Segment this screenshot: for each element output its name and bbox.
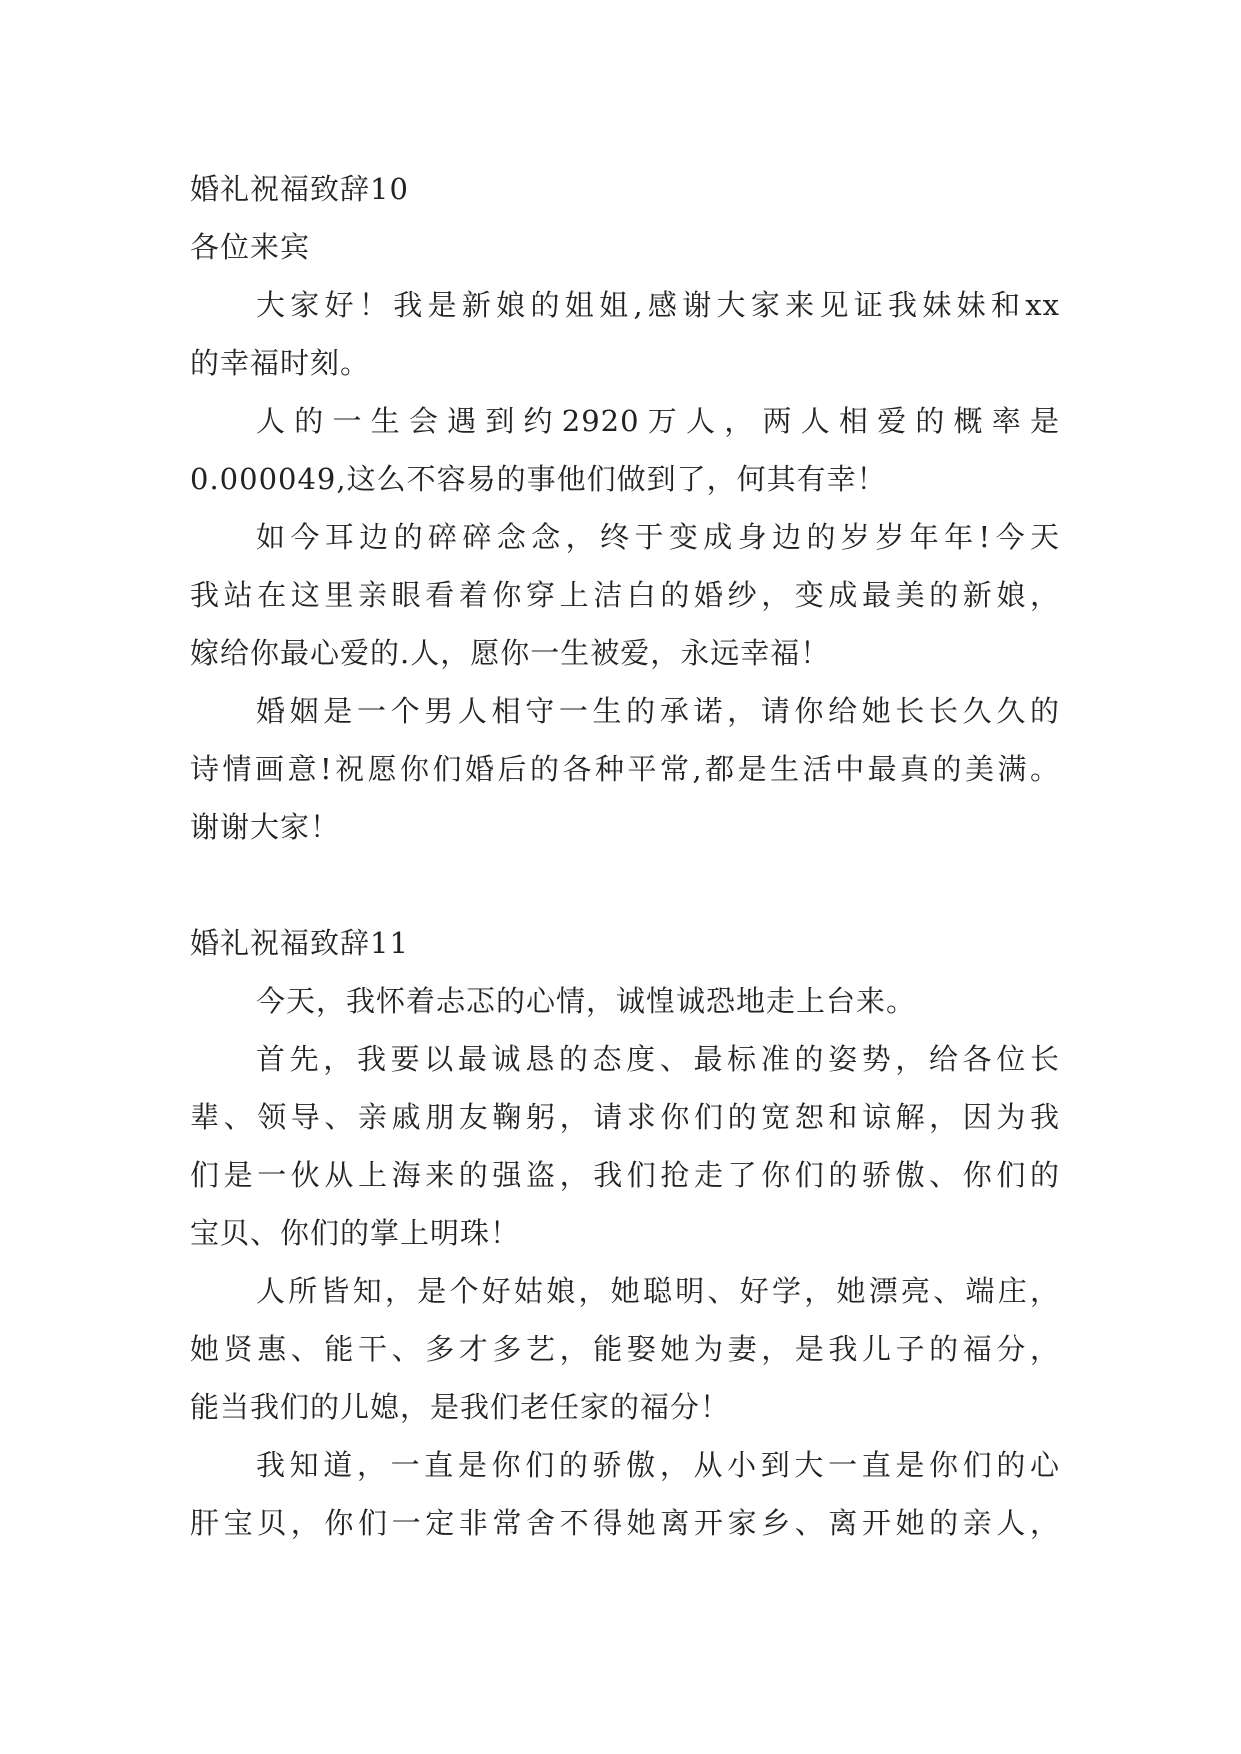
text-line: 今天，我怀着忐忑的心情，诚惶诚恐地走上台来。 <box>256 984 917 1018</box>
text-line: 她贤惠、能干、多才多艺，能娶她为妻，是我儿子的福分， <box>190 1332 1060 1366</box>
paragraph <box>190 392 1060 508</box>
text-line: 的幸福时刻。 <box>190 346 371 380</box>
text-line: 大家好！我是新娘的姐姐,感谢大家来见证我妹妹和xx <box>256 288 1060 322</box>
text-line: 嫁给你最心爱的.人，愿你一生被爱，永远幸福！ <box>190 636 831 670</box>
text-line: 能当我们的儿媳，是我们老任家的福分！ <box>190 1390 731 1424</box>
paragraph <box>190 972 1060 1030</box>
text-line: 我站在这里亲眼看着你穿上洁白的婚纱，变成最美的新娘， <box>190 578 1060 612</box>
text-line: 诗情画意!祝愿你们婚后的各种平常,都是生活中最真的美满。 <box>190 752 1060 786</box>
text-line: 婚姻是一个男人相守一生的承诺，请你给她长长久久的 <box>256 694 1060 728</box>
text-line: 辈、领导、亲戚朋友鞠躬，请求你们的宽恕和谅解，因为我 <box>190 1100 1060 1134</box>
paragraph <box>190 1262 1060 1436</box>
paragraph <box>190 1030 1060 1262</box>
paragraph <box>190 508 1060 682</box>
paragraph <box>190 1436 1060 1552</box>
text-line: 首先，我要以最诚恳的态度、最标准的姿势，给各位长 <box>256 1042 1060 1076</box>
section-title: 婚礼祝福致辞10 <box>190 172 409 206</box>
paragraph <box>190 682 1060 856</box>
text-line: 们是一伙从上海来的强盗，我们抢走了你们的骄傲、你们的 <box>190 1158 1060 1192</box>
text-line: 人的一生会遇到约2920万人，两人相爱的概率是 <box>256 404 1060 438</box>
text-line: 宝贝、你们的掌上明珠！ <box>190 1216 521 1250</box>
text-line: 人所皆知，是个好姑娘，她聪明、好学，她漂亮、端庄， <box>256 1274 1060 1308</box>
text-line: 谢谢大家！ <box>190 810 341 844</box>
document-page <box>190 160 1060 1552</box>
section-divider <box>190 856 1060 914</box>
section-title: 婚礼祝福致辞11 <box>190 926 409 960</box>
paragraph <box>190 276 1060 392</box>
salutation: 各位来宾 <box>190 230 311 264</box>
text-line: 我知道，一直是你们的骄傲，从小到大一直是你们的心 <box>256 1448 1060 1482</box>
text-line: 如今耳边的碎碎念念，终于变成身边的岁岁年年!今天 <box>256 520 1060 554</box>
text-line: 肝宝贝，你们一定非常舍不得她离开家乡、离开她的亲人， <box>190 1506 1060 1540</box>
text-line: 0.000049,这么不容易的事他们做到了，何其有幸！ <box>190 462 887 496</box>
